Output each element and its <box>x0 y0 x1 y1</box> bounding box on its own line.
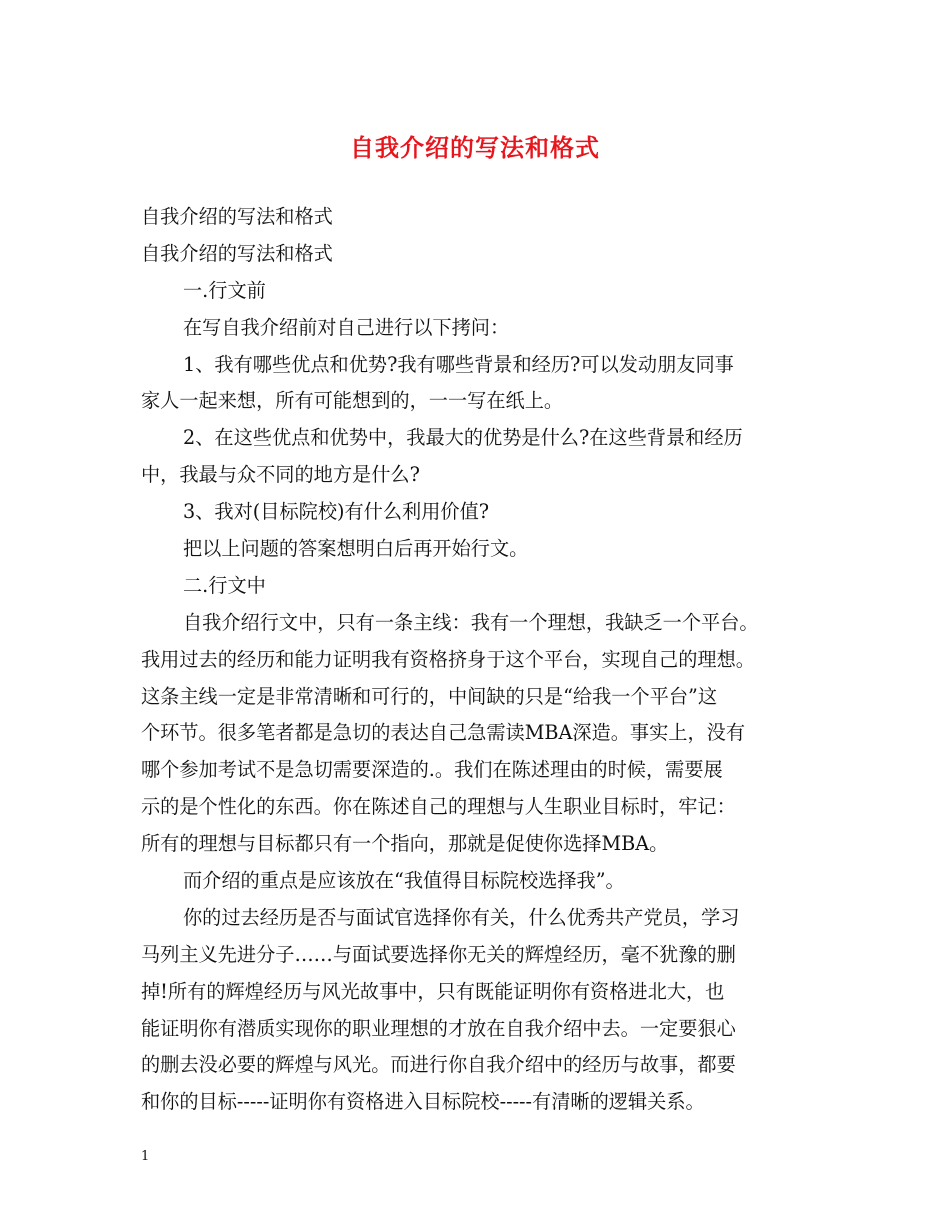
body-line: 马列主义先进分子……与面试要选择你无关的辉煌经历，毫不犹豫的删 <box>141 942 736 966</box>
body-line: 自我介绍的写法和格式 <box>141 205 333 228</box>
body-line: 这条主线一定是非常清晰和可行的，中间缺的只是“给我一个平台”这 <box>141 684 718 708</box>
body-line: 在写自我介绍前对自己进行以下拷问： <box>183 315 510 339</box>
body-line: 个环节。很多笔者都是急切的表达自己急需读MBA深造。事实上，没有 <box>141 721 746 745</box>
body-line: 示的是个性化的东西。你在陈述自己的理想与人生职业目标时，牢记： <box>141 795 736 819</box>
body-line: 1、我有哪些优点和优势?我有哪些背景和经历?可以发动朋友同事 <box>183 352 734 376</box>
body-line: 所有的理想与目标都只有一个指向，那就是促使你选择MBA。 <box>141 832 669 856</box>
body-line: 的删去没必要的辉煌与风光。而进行你自我介绍中的经历与故事，都要 <box>141 1053 736 1077</box>
body-line: 自我介绍的写法和格式 <box>141 241 333 265</box>
body-line: 中，我最与众不同的地方是什么? <box>141 463 420 487</box>
body-line: 2、在这些优点和优势中，我最大的优势是什么?在这些背景和经历 <box>183 426 743 450</box>
body-line: 家人一起来想，所有可能想到的，一一写在纸上。 <box>141 389 564 413</box>
body-line: 掉!所有的辉煌经历与风光故事中，只有既能证明你有资格进北大，也 <box>141 979 725 1003</box>
body-line: 哪个参加考试不是急切需要深造的.。我们在陈述理由的时候，需要展 <box>141 758 723 782</box>
document-body <box>141 199 813 1121</box>
body-line: 自我介绍行文中，只有一条主线：我有一个理想，我缺乏一个平台。 <box>183 610 759 634</box>
body-line: 而介绍的重点是应该放在“我值得目标院校选择我”。 <box>183 869 625 893</box>
body-line: 你的过去经历是否与面试官选择你有关，什么优秀共产党员，学习 <box>183 905 740 929</box>
body-line: 3、我对(目标院校)有什么利用价值? <box>183 500 490 524</box>
body-line: 能证明你有潜质实现你的职业理想的才放在自我介绍中去。一定要狠心 <box>141 1016 736 1040</box>
body-line: 我用过去的经历和能力证明我有资格挤身于这个平台，实现自己的理想。 <box>141 647 755 671</box>
section-heading: 一.行文前 <box>183 278 266 302</box>
document-title: 自我介绍的写法和格式 <box>350 133 600 162</box>
body-line: 把以上问题的答案想明白后再开始行文。 <box>183 537 529 561</box>
body-line: 和你的目标-----证明你有资格进入目标院校-----有清晰的逻辑关系。 <box>141 1090 705 1114</box>
section-heading: 二.行文中 <box>183 573 266 597</box>
page-number: 1 <box>141 1149 150 1164</box>
